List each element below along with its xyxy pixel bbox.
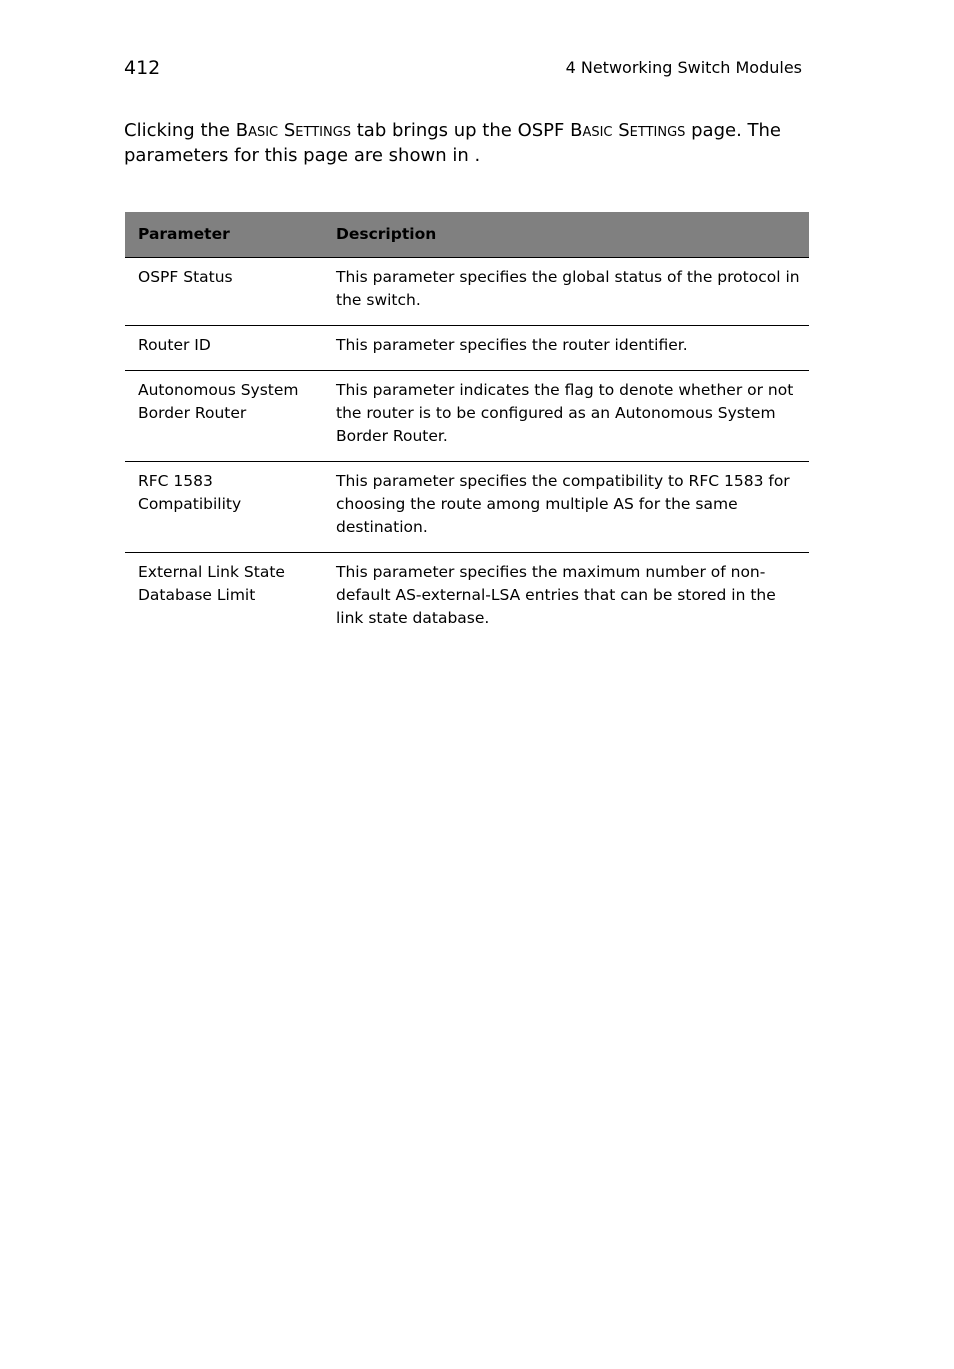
parameter-cell: External Link State Database Limit [138,563,285,604]
table-row [125,258,809,326]
parameter-cell: OSPF Status [125,258,323,326]
intro-text-3: page. The parameters for this page are shown in . [124,120,782,166]
table-header-row [125,212,809,258]
basic-settings-page-reference: Basic Settings [570,120,686,141]
page-number: 412 [124,57,161,79]
intro-paragraph [124,118,824,168]
description-cell: This parameter specifies the router identifier. [323,326,809,371]
table-row [125,462,809,553]
parameter-cell: Autonomous System Border Router [125,371,323,462]
description-cell: This parameter indicates the flag to denote whether or not the router is to be configured as an Autonomous System Border Router. [323,371,809,462]
table-row [125,553,809,644]
intro-text-2: tab brings up the OSPF [351,120,571,141]
column-header-description: Description [323,212,809,258]
table-row [125,326,809,371]
intro-text-1: Clicking the [124,120,236,141]
parameter-cell: RFC 1583 Compatibility [125,462,323,553]
running-header-chapter: 4 Networking Switch Modules [565,58,802,77]
parameter-table [125,212,809,643]
parameter-cell: Router ID [125,326,323,371]
description-cell: This parameter specifies the compatibility to RFC 1583 for choosing the route among multiple AS for the same destination. [323,462,809,553]
description-cell: This parameter specifies the global status of the protocol in the switch. [323,258,809,326]
description-cell: This parameter specifies the maximum number of non-default AS-external-LSA entries that can be stored in the link state database. [336,563,776,627]
column-header-parameter: Parameter [125,212,323,258]
basic-settings-tab-reference: Basic Settings [235,120,352,141]
table-row [125,371,809,462]
